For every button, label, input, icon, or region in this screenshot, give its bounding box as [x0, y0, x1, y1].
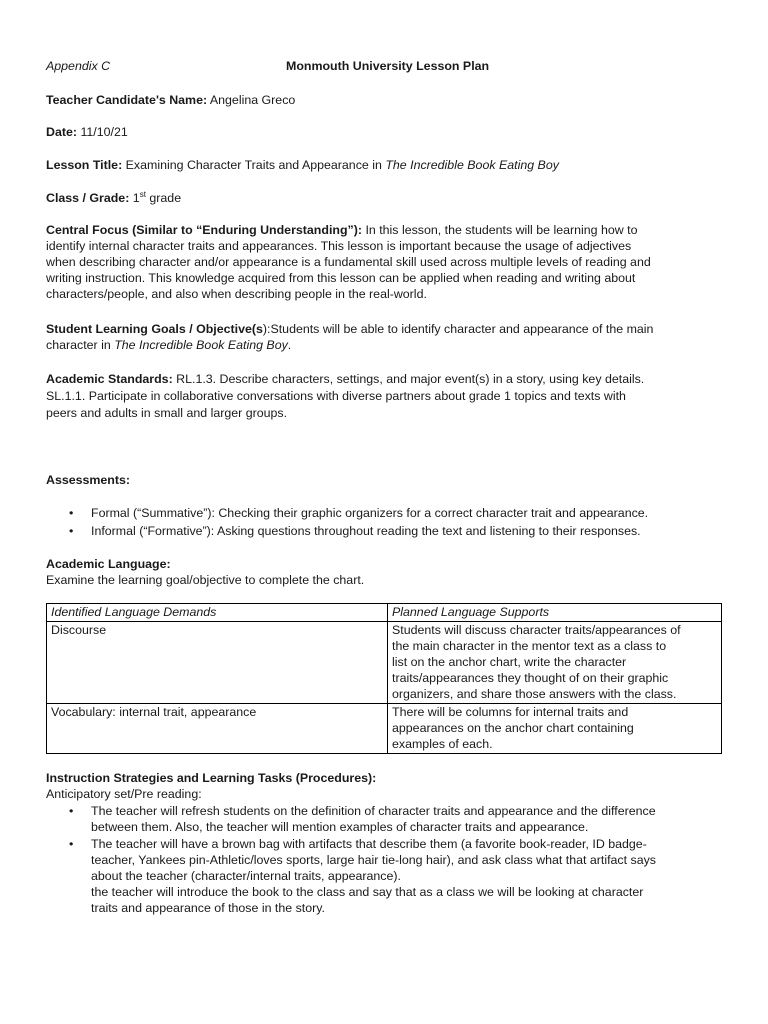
assessment-informal: Informal (“Formative”): Asking questions throughout reading the text and listening to their responses. — [91, 524, 641, 538]
goals-line-2: character in — [46, 338, 111, 352]
instruction-line: the teacher will introduce the book to the class and say that as a class we will be looking at character — [91, 885, 644, 899]
table-cell-support — [388, 622, 722, 704]
support-line: list on the anchor chart, write the character — [392, 655, 627, 669]
instruction-line: between them. Also, the teacher will mention examples of character traits and appearance. — [91, 820, 589, 834]
instruction-line: traits and appearance of those in the story. — [91, 901, 325, 915]
support-line: examples of each. — [392, 737, 493, 751]
instruction-subheading: Anticipatory set/Pre reading: — [46, 787, 202, 801]
central-focus-line-3: when describing character and/or appearance is a fundamental skill used across multiple levels of reading and — [46, 255, 651, 269]
assessments-heading-text: Assessments: — [46, 473, 131, 487]
assessment-formal: Formal (“Summative”): Checking their graphic organizers for a correct character trait and appearance. — [91, 506, 649, 520]
lesson-title-line — [46, 157, 559, 173]
language-table — [46, 603, 722, 754]
header — [46, 58, 722, 74]
table-row — [47, 622, 722, 704]
instruction-line: The teacher will have a brown bag with artifacts that describe them (a favorite book-reader, ID badge- — [91, 837, 647, 851]
date-value: 11/10/21 — [80, 125, 128, 139]
central-focus — [46, 222, 722, 302]
lesson-title-label: Lesson Title: — [46, 158, 123, 172]
support-line: the main character in the mentor text as a class to — [392, 639, 667, 653]
standards-line-2: SL.1.1. Participate in collaborative conversations with diverse partners about grade 1 topics and texts with — [46, 389, 626, 403]
list-item — [46, 836, 726, 916]
instruction-line: The teacher will refresh students on the definition of character traits and appearance and the difference — [91, 804, 656, 818]
academic-language-intro: Examine the learning goal/objective to complete the chart. — [46, 573, 365, 587]
central-focus-label: Central Focus (Similar to “Enduring Understanding”): — [46, 223, 362, 237]
bullet-icon: • — [69, 804, 74, 818]
bullet-icon: • — [69, 524, 74, 538]
standards-line-3: peers and adults in small and larger groups. — [46, 406, 288, 420]
table-header-demands: Identified Language Demands — [47, 604, 388, 622]
candidate-name-value: Angelina Greco — [209, 93, 296, 107]
central-focus-line-5: characters/people, and also when describing people in the real-world. — [46, 287, 427, 301]
instruction-heading-text: Instruction Strategies and Learning Tasks (Procedures): — [46, 771, 377, 785]
academic-language-heading — [46, 556, 171, 572]
appendix-label: Appendix C — [46, 59, 111, 73]
candidate-name-label: Teacher Candidate's Name: — [46, 93, 208, 107]
table-cell-support — [388, 704, 722, 754]
document-title: Monmouth University Lesson Plan — [286, 59, 490, 73]
date-line — [46, 124, 128, 140]
assessments-heading — [46, 472, 130, 488]
instruction-list — [46, 803, 726, 916]
grade-word: grade — [149, 191, 182, 205]
table-header-row — [47, 604, 722, 622]
goals-period: . — [287, 338, 292, 352]
instruction-line: teacher, Yankees pin-Athletic/loves sports, large hair tie-long hair), and ask class what that artifact says — [91, 853, 656, 867]
standards-label: Academic Standards: — [46, 372, 173, 386]
list-item — [46, 522, 722, 540]
class-grade-label: Class / Grade: — [46, 191, 130, 205]
date-label: Date: — [46, 125, 77, 139]
class-grade-line — [46, 190, 181, 206]
candidate-name-line — [46, 92, 295, 108]
assessments-list — [46, 504, 722, 540]
list-item — [46, 803, 726, 835]
grade-number: 1 — [132, 191, 140, 205]
standards-line-1: RL.1.3. Describe characters, settings, and major event(s) in a story, using key details. — [176, 372, 645, 386]
central-focus-line-1: In this lesson, the students will be learning how to — [365, 223, 638, 237]
goals-label: Student Learning Goals / Objective(s — [46, 322, 263, 336]
goals-line-1: Students will be able to identify character and appearance of the main — [270, 322, 654, 336]
goals-book-title: The Incredible Book Eating Boy — [114, 338, 288, 352]
table-row — [47, 704, 722, 754]
central-focus-line-4: writing instruction. This knowledge acquired from this lesson can be applied when reading and writing about — [46, 271, 636, 285]
goals-label-end: ): — [262, 322, 271, 336]
support-line: Students will discuss character traits/appearances of — [392, 623, 681, 637]
grade-suffix: st — [139, 190, 146, 199]
instruction-heading — [46, 770, 376, 786]
table-cell-demand: Vocabulary: internal trait, appearance — [47, 704, 388, 754]
support-line: traits/appearances they thought of on their graphic — [392, 671, 669, 685]
table-cell-demand: Discourse — [47, 622, 388, 704]
bullet-icon: • — [69, 506, 74, 520]
bullet-icon: • — [69, 837, 74, 851]
support-line: There will be columns for internal traits and — [392, 705, 629, 719]
table-header-supports: Planned Language Supports — [388, 604, 722, 622]
learning-goals — [46, 321, 722, 353]
central-focus-line-2: identify internal character traits and appearances. This lesson is important because the usage of adjectives — [46, 239, 632, 253]
support-line: appearances on the anchor chart containing — [392, 721, 634, 735]
lesson-title-value: Examining Character Traits and Appearance in — [125, 158, 382, 172]
list-item — [46, 504, 722, 522]
instruction-line: about the teacher (character/internal traits, appearance). — [91, 869, 401, 883]
book-title: The Incredible Book Eating Boy — [385, 158, 559, 172]
academic-language-heading-text: Academic Language: — [46, 557, 171, 571]
academic-standards — [46, 371, 722, 422]
support-line: organizers, and share those answers with the class. — [392, 687, 677, 701]
